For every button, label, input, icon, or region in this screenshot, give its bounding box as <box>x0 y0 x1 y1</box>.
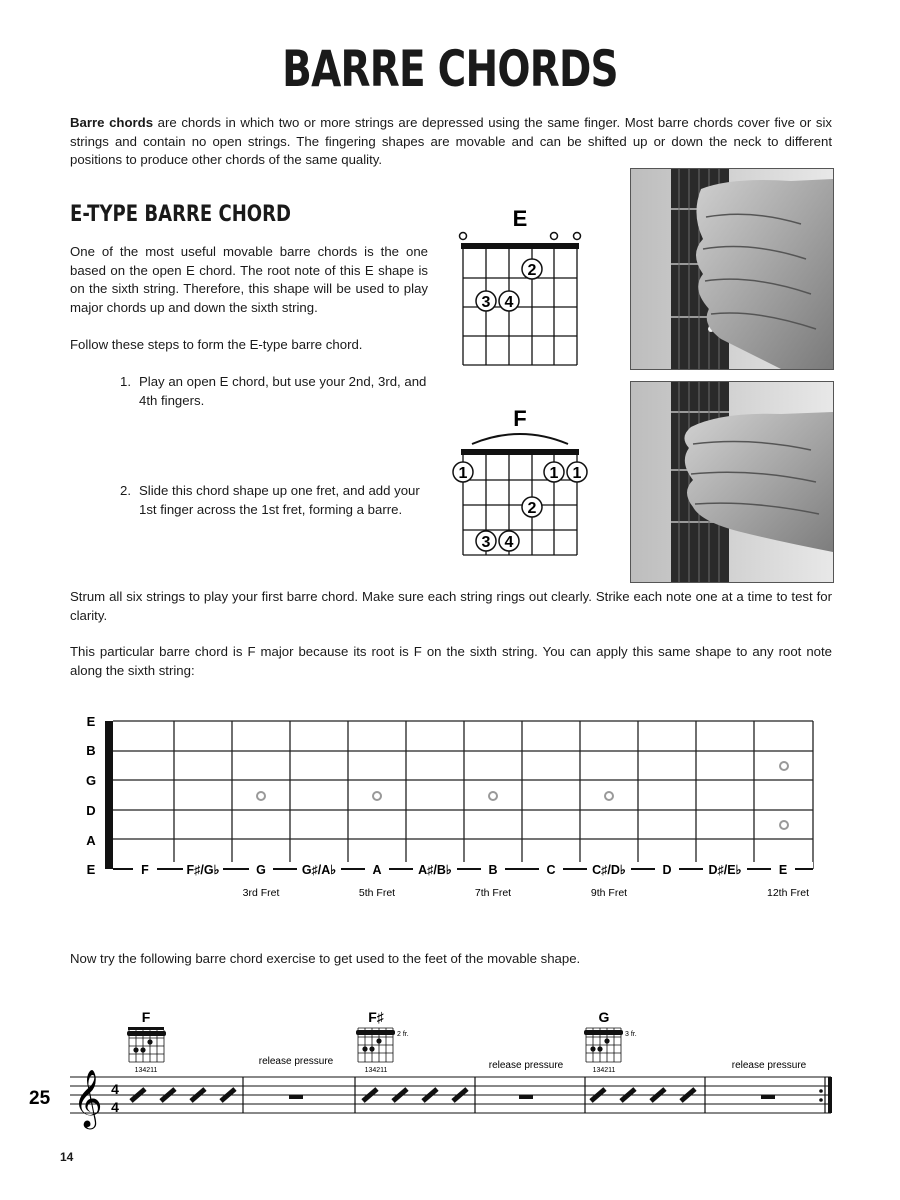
note-label: C <box>546 863 556 877</box>
section-paragraph-1: One of the most useful movable barre chords is the one based on the open E chord. The root note of this E shape is on the sixth string. Therefore, this shape will be used to play major chords up and down the sixth string. <box>70 244 428 315</box>
chord-box-fingering: 134211 <box>592 1067 616 1074</box>
treble-clef-icon: 𝄞 <box>73 1070 103 1126</box>
string-label: B <box>86 743 96 758</box>
note-label: B <box>488 863 498 877</box>
step-1-text: Play an open E chord, but use your 2nd, 3rd, and 4th fingers. <box>139 374 427 408</box>
page-number: 14 <box>60 1150 74 1164</box>
barre-arc <box>472 434 568 444</box>
staff-lines <box>70 1077 831 1113</box>
nut <box>461 449 579 455</box>
finger-number: 3 <box>481 294 491 311</box>
intro-paragraph <box>70 114 832 170</box>
fretboard-nut <box>105 721 113 869</box>
string-label: E <box>86 714 96 729</box>
step-2-text: Slide this chord shape up one fret, and add your 1st finger across the 1st fret, forming a barre. <box>139 483 420 517</box>
note-label: A♯/B♭ <box>418 863 452 877</box>
finger-number: 2 <box>527 500 537 517</box>
finger-number: 3 <box>481 534 491 551</box>
section-paragraph-2: Follow these steps to form the E-type barre chord. <box>70 337 363 352</box>
chord-box-fret: 2 fr. <box>397 1031 409 1038</box>
chord-box-fret: 3 fr. <box>625 1031 637 1038</box>
fret-marker-label: 3rd Fret <box>242 887 280 899</box>
exercise-paragraph: Now try the following barre chord exercise to get used to the feet of the movable shape. <box>70 951 581 966</box>
finger-number: 4 <box>504 534 514 551</box>
release-label: release pressure <box>258 1056 334 1067</box>
strum-paragraph: Strum all six strings to play your first barre chord. Make sure each string rings out clearly. Strike each note one at a time to test for clarity. <box>70 589 832 623</box>
fret-marker-label: 9th Fret <box>590 887 628 899</box>
note-label: C♯/D♭ <box>592 863 626 877</box>
open-string-marker <box>460 233 467 240</box>
open-string-marker <box>574 233 581 240</box>
e-chord-diagram <box>450 200 590 375</box>
intro-text: are chords in which two or more strings are depressed using the same finger. Most barre chords cover five or six strings and contain no open strings. The fingering shapes are movable and can be shifted up or down the neck to different positions to produce other chords of the same quality. <box>70 115 832 167</box>
e-chord-name: E <box>512 206 528 231</box>
note-label: E <box>778 863 788 877</box>
finger-number: 1 <box>458 465 468 482</box>
finger-number: 4 <box>504 294 514 311</box>
chord-box-name: G <box>598 1009 610 1025</box>
nut <box>461 243 579 249</box>
intro-bold-term: Barre chords <box>70 115 154 130</box>
finger-number: 1 <box>549 465 559 482</box>
open-string-marker <box>551 233 558 240</box>
chord-box-fingering: 134211 <box>134 1067 158 1074</box>
time-signature-top: 4 <box>111 1081 119 1097</box>
chord-box-name: F <box>141 1009 151 1025</box>
chord-box-f-sharp <box>356 1009 409 1074</box>
note-label: D <box>662 863 672 877</box>
string-label: G <box>85 773 97 788</box>
f-chord-name: F <box>513 406 527 431</box>
hand-photo-f-chord <box>630 381 834 583</box>
chord-box-name: F♯ <box>368 1009 384 1025</box>
fretboard-diagram <box>75 712 825 907</box>
fret-marker-label: 12th Fret <box>766 887 810 899</box>
measure-number: 25 <box>29 1088 51 1109</box>
release-label: release pressure <box>731 1060 807 1071</box>
fret-marker-label: 5th Fret <box>358 887 396 899</box>
f-major-paragraph: This particular barre chord is F major because its root is F on the sixth string. You can apply this same shape to any root note along the sixth string: <box>70 644 832 678</box>
f-chord-diagram <box>450 402 590 562</box>
whole-rest <box>289 1095 775 1099</box>
final-barline <box>828 1077 832 1113</box>
page-title: BARRE CHORDS <box>282 40 618 98</box>
hand-photo-e-chord <box>630 168 834 370</box>
string-label: A <box>86 833 96 848</box>
note-label: F <box>141 863 149 877</box>
time-signature-bottom: 4 <box>111 1099 119 1115</box>
note-label: G♯/A♭ <box>301 863 337 877</box>
note-label: F♯/G♭ <box>186 863 220 877</box>
string-label: D <box>86 803 96 818</box>
note-label: D♯/E♭ <box>708 863 742 877</box>
step-2-number: 2. <box>120 483 131 498</box>
chord-box-f <box>127 1009 166 1074</box>
note-label: G <box>256 863 266 877</box>
chord-box-fingering: 134211 <box>364 1067 388 1074</box>
exercise-staff <box>25 1000 845 1145</box>
fret-marker-label: 7th Fret <box>474 887 512 899</box>
section-heading: E-TYPE BARRE CHORD <box>70 202 291 227</box>
release-label: release pressure <box>488 1060 564 1071</box>
finger-number: 2 <box>527 262 537 279</box>
string-label: E <box>86 862 96 877</box>
note-label: A <box>372 863 382 877</box>
chord-box-g <box>584 1009 637 1074</box>
step-1-number: 1. <box>120 374 131 389</box>
finger-number: 1 <box>572 465 582 482</box>
